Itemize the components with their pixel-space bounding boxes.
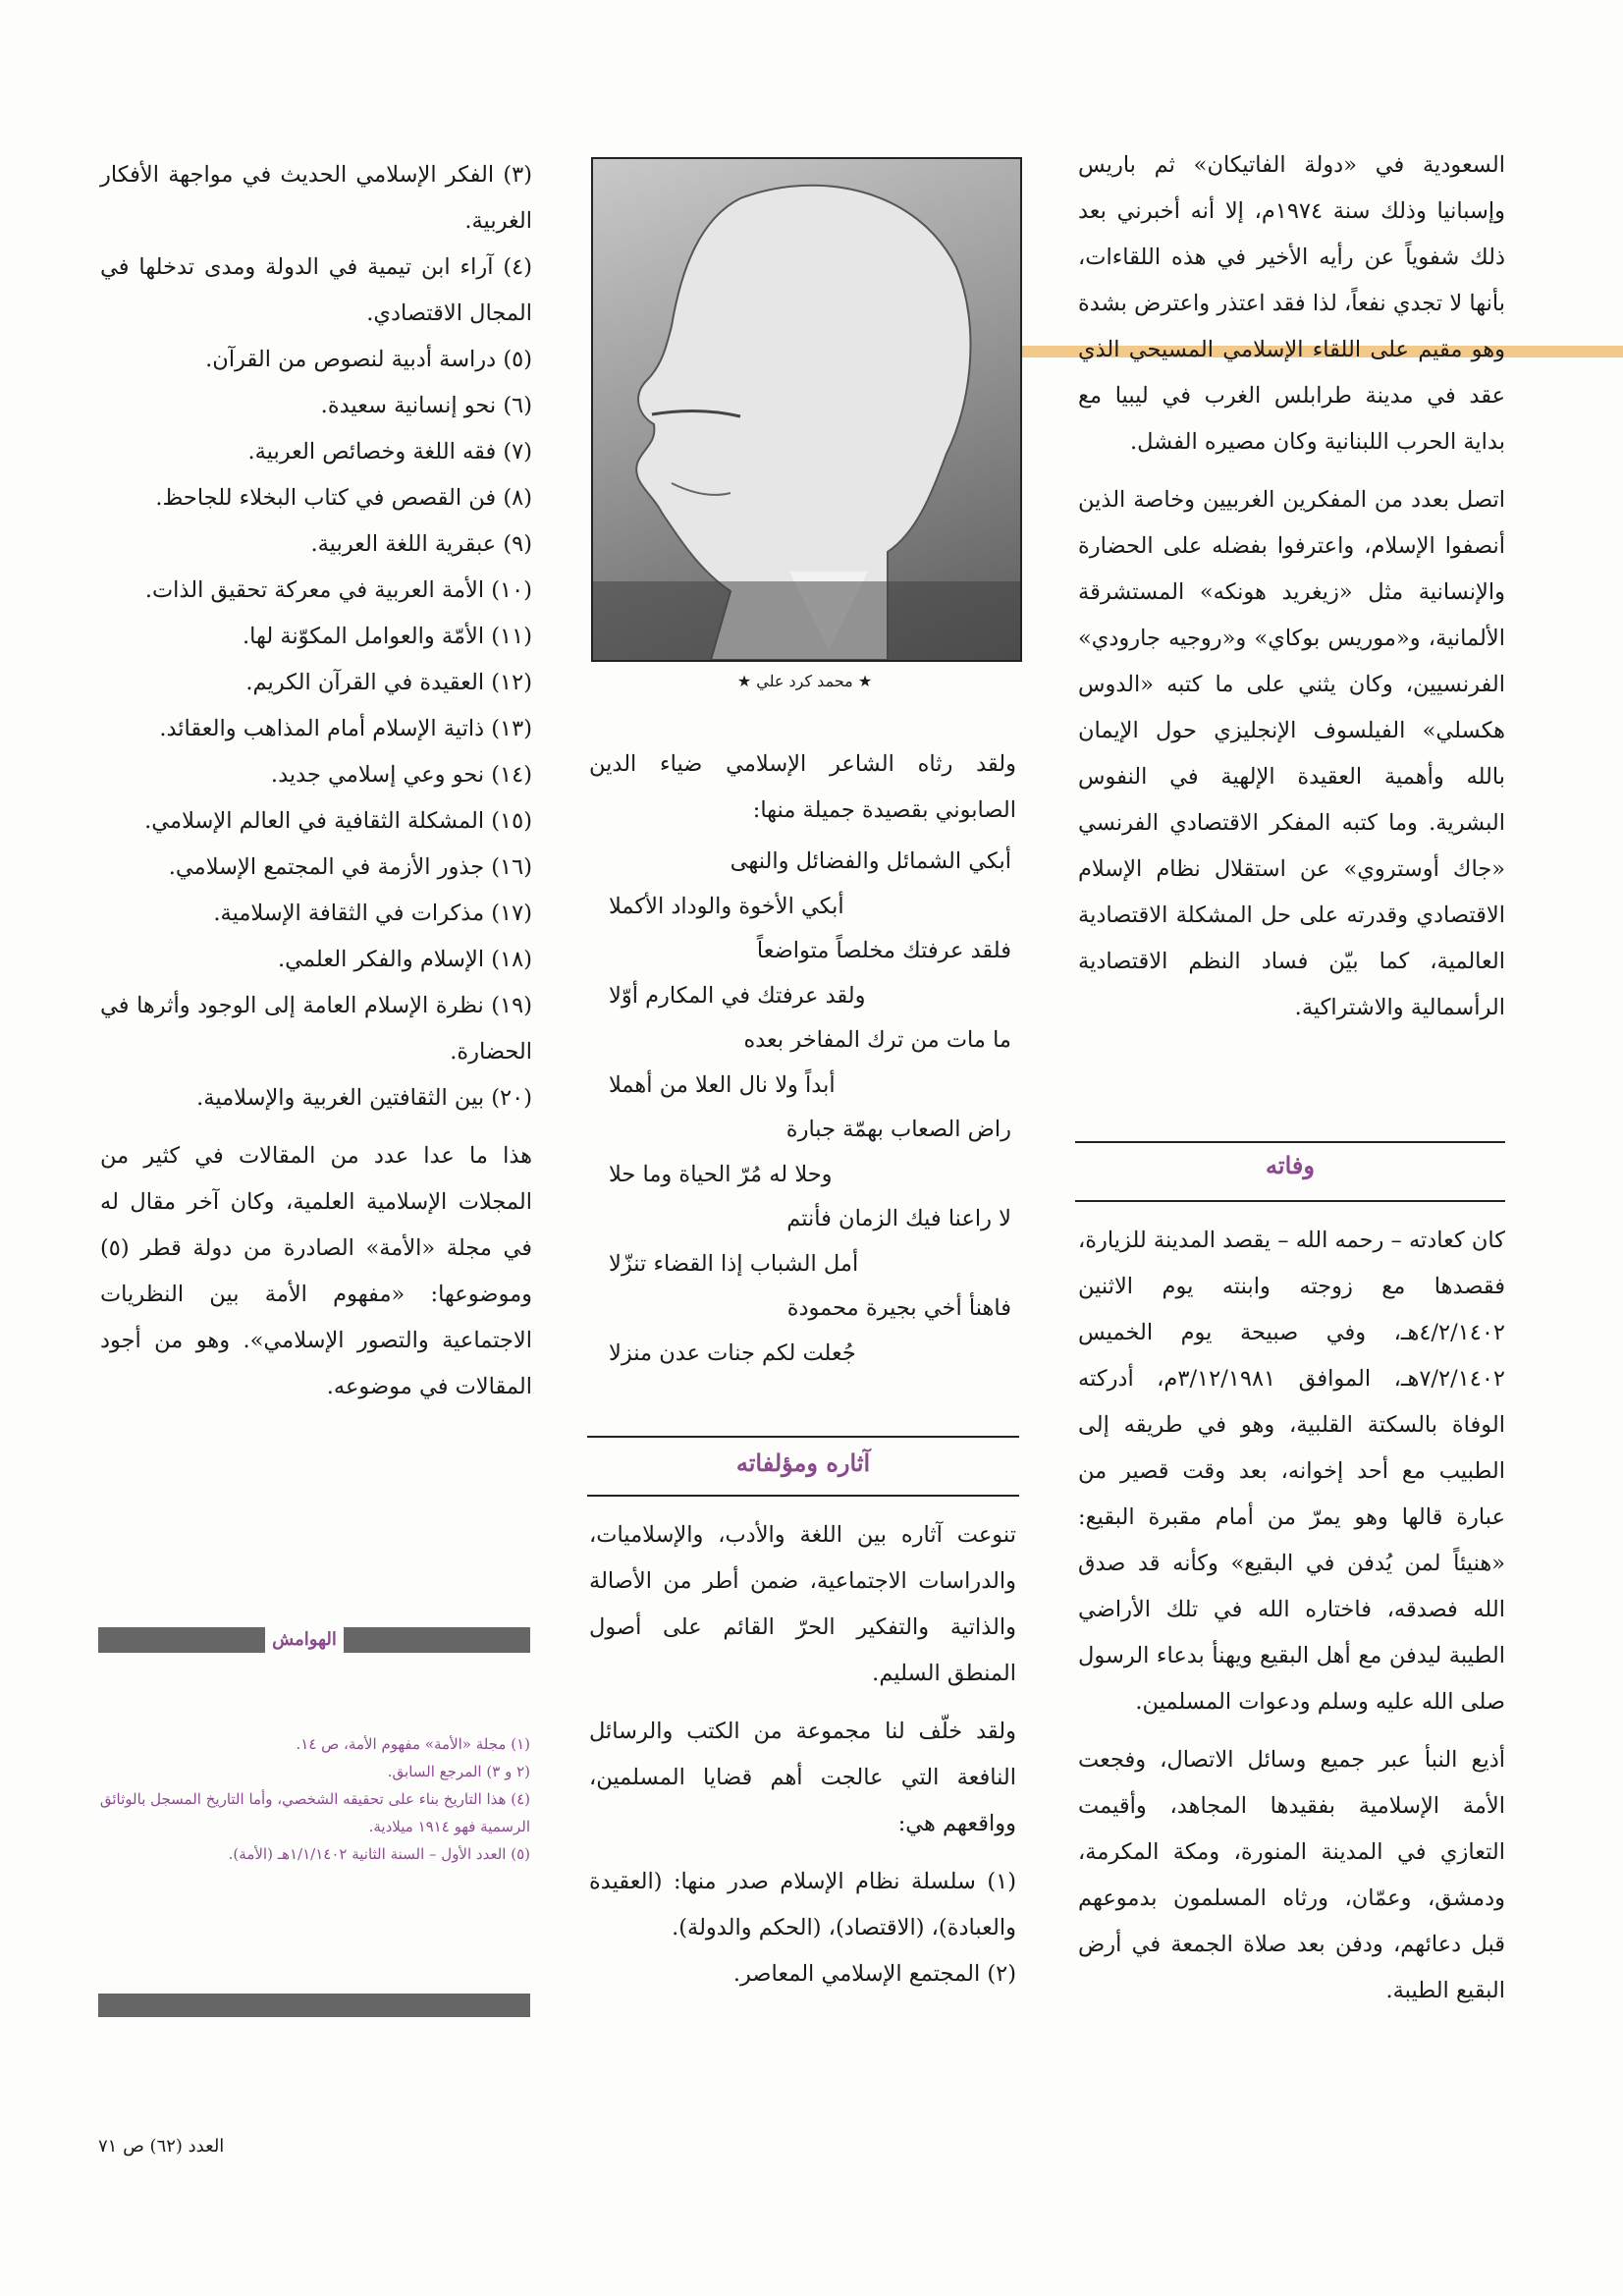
works-list-item: (٥) دراسة أدبية لنصوص من القرآن. (205, 347, 532, 372)
works-list-item: (١٥) المشكلة الثقافية في العالم الإسلامي. (144, 808, 532, 834)
works-list-item: (١١) الأمّة والعوامل المكوّنة لها. (242, 624, 532, 649)
death-heading: وفاته (1266, 1151, 1315, 1179)
works-section (589, 1512, 1016, 1997)
photo-caption: ★ محمد كرد علي ★ (736, 672, 873, 690)
works-list-item: (١٨) الإسلام والفكر العلمي. (278, 947, 532, 972)
page-footer: العدد (٦٢) ص ٧١ (98, 2136, 225, 2157)
death-rule-bottom (1075, 1200, 1505, 1202)
works-list-item: (١٠) الأمة العربية في معركة تحقيق الذات. (144, 577, 532, 603)
poem-line: أبكي الأخوة والوداد الأكملا (609, 893, 844, 919)
poem-line: ما مات من ترك المفاخر بعده (743, 1027, 1011, 1053)
works-paragraph-2: ولقد خلّف لنا مجموعة من الكتب والرسائل النافعة التي عالجت أهم قضايا المسلمين، وواقعهم هي: (589, 1719, 1016, 1836)
elegy-poem (609, 840, 1011, 1376)
works-rule-bottom (587, 1495, 1019, 1497)
left-column (100, 152, 532, 1410)
poem-line: فاهنأ أخي بجيرة محمودة (786, 1295, 1011, 1321)
footnote: (٥) العدد الأول – السنة الثانية ١/١/١٤٠٢هـ (الأمة). (228, 1845, 530, 1863)
works-list-item: (٧) فقه اللغة وخصائص العربية. (247, 439, 532, 465)
works-list-item: (٦) نحو إنسانية سعيدة. (320, 393, 532, 418)
right-paragraph-2: اتصل بعدد من المفكرين الغربيين وخاصة الذين أنصفوا الإسلام، واعترفوا بفضله على الحضارة والإنسانية مثل «زيغريد هونكه» المستشرقة الألمانية، و«موريس بوكاي» و«روجيه جارودي» الفرنسيين، وكان يثني على ما كتبه «الدوس هكسلي» الفيلسوف الإنجليزي حول الإيمان بالله وأهمية العقيدة الإلهية في النفوس البشرية. وما كتبه المفكر الاقتصادي الفرنسي «جاك أوستروي» عن استقلال نظام الإسلام الاقتصادي وقدرته على حل المشكلة الاقتصادية العالمية، كما بيّن فساد النظم الاقتصادية الرأسمالية والاشتراكية. (1078, 487, 1505, 1020)
footnotes (98, 1730, 530, 1868)
portrait-photo (591, 157, 1022, 662)
works-list-item: (٩) عبقرية اللغة العربية. (310, 531, 532, 557)
footnote: (١) مجلة «الأمة» مفهوم الأمة، ص ١٤. (296, 1735, 530, 1753)
works-list-item: (١٢) العقيدة في القرآن الكريم. (245, 670, 532, 695)
works-list-item: (١٣) ذاتية الإسلام أمام المذاهب والعقائد. (159, 716, 532, 741)
footnotes-bottom-bar (98, 1994, 530, 2017)
poem-line: ولقد عرفتك في المكارم أوّلا (609, 982, 866, 1009)
poem-line: أبكي الشمائل والفضائل والنهى (730, 848, 1011, 874)
works-list-item: (١) سلسلة نظام الإسلام صدر منها: (العقيدة والعبادة)، (الاقتصاد)، (الحكم والدولة). (589, 1869, 1016, 1941)
works-list-item: (١٩) نظرة الإسلام العامة إلى الوجود وأثرها في الحضارة. (100, 993, 532, 1065)
death-paragraph-2: أذيع النبأ عبر جميع وسائل الاتصال، وفجعت الأمة الإسلامية بفقيدها المجاهد، وأقيمت التعازي في المدينة المنورة، ومكة المكرمة، ودمشق، وعمّان، ورثاه المسلمون بدموعهم قبل دعائهم، ودفن بعد صلاة الجمعة في أرض البقيع الطيبة. (1078, 1747, 1505, 2003)
death-paragraph-1: كان كعادته – رحمه الله – يقصد المدينة للزيارة، فقصدها مع زوجته وابنته يوم الاثنين ٤/٢/١٤٠٢هـ، وفي صبيحة يوم الخميس ٧/٢/١٤٠٢هـ، الموافق ٣/١٢/١٩٨١م، أدركته الوفاة بالسكتة القلبية، وهو في طريقه إلى الطبيب مع أحد إخوانه، بعد وقت قصير من عبارة قالها وهو يمرّ من أمام مقبرة البقيع: «هنيئاً لمن يُدفن في البقيع» وكأنه قد صدق الله فصدقه، فاختاره الله في تلك الأراضي الطيبة ليدفن مع أهل البقيع ويهنأ بدعاء الرسول صلى الله عليه وسلم ودعوات المسلمين. (1078, 1228, 1505, 1715)
death-section (1078, 1218, 1505, 2014)
right-column (1078, 142, 1505, 1031)
poem-line: أمل الشباب إذا القضاء تنزّلا (609, 1250, 859, 1277)
poem-line: وحلا له مُرّ الحياة وما حلا (609, 1161, 833, 1187)
closing-paragraph: هذا ما عدا عدد من المقالات في كثير من المجلات الإسلامية العلمية، وكان آخر مقال له في مجلة «الأمة» الصادرة من دولة قطر (٥) وموضوعها: «مفهوم الأمة بين النظريات الاجتماعية والتصور الإسلامي». وهو من أجود المقالات في موضوعه. (100, 1143, 532, 1399)
portrait-silhouette (593, 159, 1020, 660)
death-rule-top (1075, 1141, 1505, 1143)
footnotes-heading: الهوامش (265, 1627, 344, 1653)
works-rule-top (587, 1436, 1019, 1438)
middle-intro (589, 741, 1016, 834)
works-list-item: (٤) آراء ابن تيمية في الدولة ومدى تدخلها في المجال الاقتصادي. (100, 254, 532, 326)
footnote: (٢ و ٣) المرجع السابق. (387, 1763, 530, 1780)
works-paragraph-1: تنوعت آثاره بين اللغة والأدب، والإسلاميات، والدراسات الاجتماعية، ضمن أطر من الأصالة والذاتية والتفكير الحرّ القائم على أصول المنطق السليم. (589, 1522, 1016, 1686)
footnote: (٤) هذا التاريخ بناء على تحقيقه الشخصي، وأما التاريخ المسجل بالوثائق الرسمية فهو ١٩١٤ ميلادية. (99, 1790, 530, 1835)
works-list-item: (١٧) مذكرات في الثقافة الإسلامية. (213, 901, 532, 926)
poem-line: راض الصعاب بهمّة جبارة (785, 1117, 1011, 1142)
works-list-item: (١٦) جذور الأزمة في المجتمع الإسلامي. (168, 854, 532, 880)
elegy-intro: ولقد رثاه الشاعر الإسلامي ضياء الدين الصابوني بقصيدة جميلة منها: (589, 751, 1016, 823)
works-list-item: (٢) المجتمع الإسلامي المعاصر. (732, 1961, 1016, 1987)
right-paragraph-1: السعودية في «دولة الفاتيكان» ثم باريس وإسبانيا وذلك سنة ١٩٧٤م، إلا أنه أخبرني بعد ذلك شفوياً عن رأيه الأخير في هذه اللقاءات، بأنها لا تجدي نفعاً، لذا فقد اعتذر واعترض بشدة وهو مقيم على اللقاء الإسلامي المسيحي الذي عقد في مدينة طرابلس الغرب في ليبيا مع بداية الحرب اللبنانية وكان مصيره الفشل. (1078, 152, 1505, 455)
works-list-item: (٢٠) بين الثقافتين الغربية والإسلامية. (196, 1085, 532, 1111)
poem-line: لا راعنا فيك الزمان فأنتم (786, 1206, 1011, 1231)
works-heading: آثاره ومؤلفاته (735, 1449, 871, 1477)
poem-line: جُعلت لكم جنات عدن منزلا (609, 1339, 856, 1366)
poem-line: فلقد عرفتك مخلصاً متواضعاً (756, 938, 1011, 963)
poem-line: أبداً ولا نال العلا من أهملا (609, 1071, 836, 1098)
works-list-item: (١٤) نحو وعي إسلامي جديد. (270, 762, 532, 788)
works-list-item: (٣) الفكر الإسلامي الحديث في مواجهة الأفكار الغربية. (100, 162, 532, 234)
works-list-item: (٨) فن القصص في كتاب البخلاء للجاحظ. (155, 485, 532, 511)
